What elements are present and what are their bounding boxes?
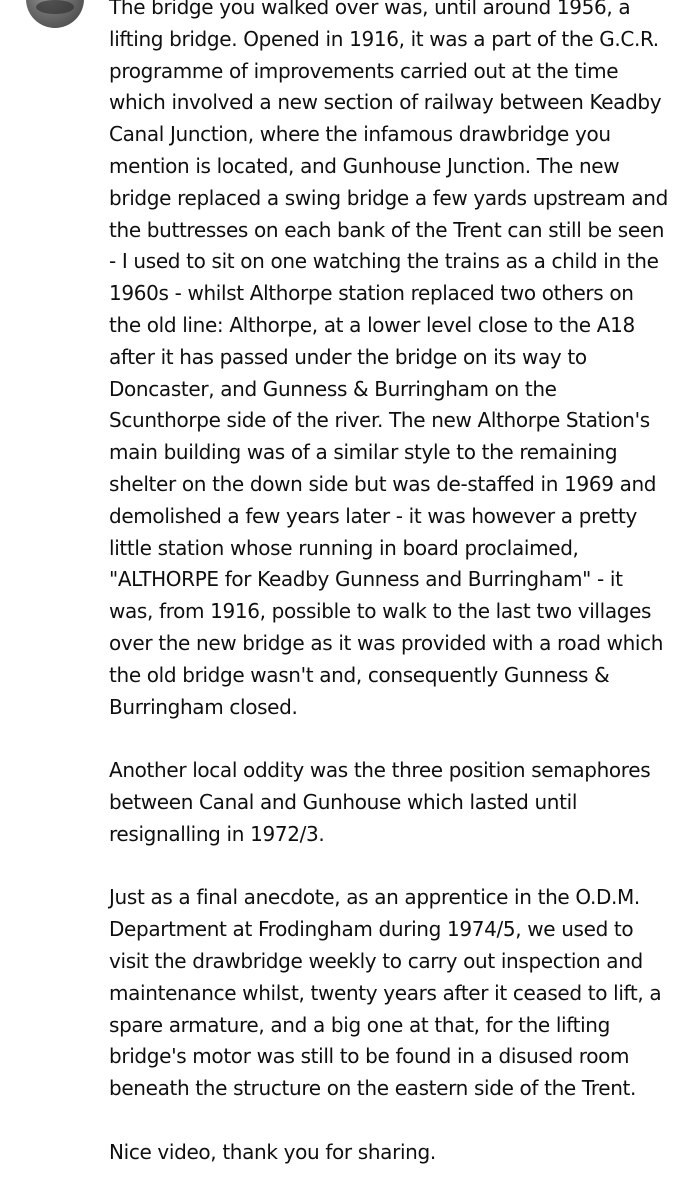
paragraph-spacer bbox=[109, 851, 669, 883]
comment-paragraph: Another local oddity was the three position semaphores between Canal and Gunhouse which lasted until resignalling in 1972/3. bbox=[109, 758, 651, 846]
paragraph-spacer bbox=[109, 1105, 669, 1137]
comment-paragraph: Nice video, thank you for sharing. bbox=[109, 1139, 436, 1164]
paragraph-spacer bbox=[109, 723, 669, 755]
comment-paragraph: The bridge you walked over was, until around 1956, a lifting bridge. Opened in 1916, it was a part of the G.C.R. programme of improvements carried out at the time which involved a new section of railway between Keadby Canal Junction, where the infamous drawbridge you mention is located, and Gunhouse Junction. The new bridge replaced a swing bridge a few yards upstream and the buttresses on each bank of the Trent can still be seen - I used to sit on one watching the trains as a child in the 1960s - whilst Althorpe station replaced two others on the old line: Althorpe, at a lower level close to the A18 after it has passed under the bridge on its way to Doncaster, and Gunness & Burringham on the Scunthorpe side of the river. The new Althorpe Station's main building was of a similar style to the remaining shelter on the down side but was de-staffed in 1969 and demolished a few years later - it was however a pretty little station whose running in board proclaimed, "ALTHORPE for Keadby Gunness and Burringham" - it was, from 1916, possible to walk to the last two villages over the new bridge as it was provided with a road which the old bridge wasn't and, consequently Gunness & Burringham closed. bbox=[109, 0, 668, 719]
comment-text bbox=[109, 0, 669, 1168]
avatar[interactable] bbox=[26, 0, 84, 28]
comment-paragraph: Just as a final anecdote, as an apprentice in the O.D.M. Department at Frodingham during 1974/5, we used to visit the drawbridge weekly to carry out inspection and maintenance whilst, twenty years after it ceased to lift, a spare armature, and a big one at that, for the lifting bridge's motor was still to be found in a disused room beneath the structure on the eastern side of the Trent. bbox=[109, 885, 662, 1101]
